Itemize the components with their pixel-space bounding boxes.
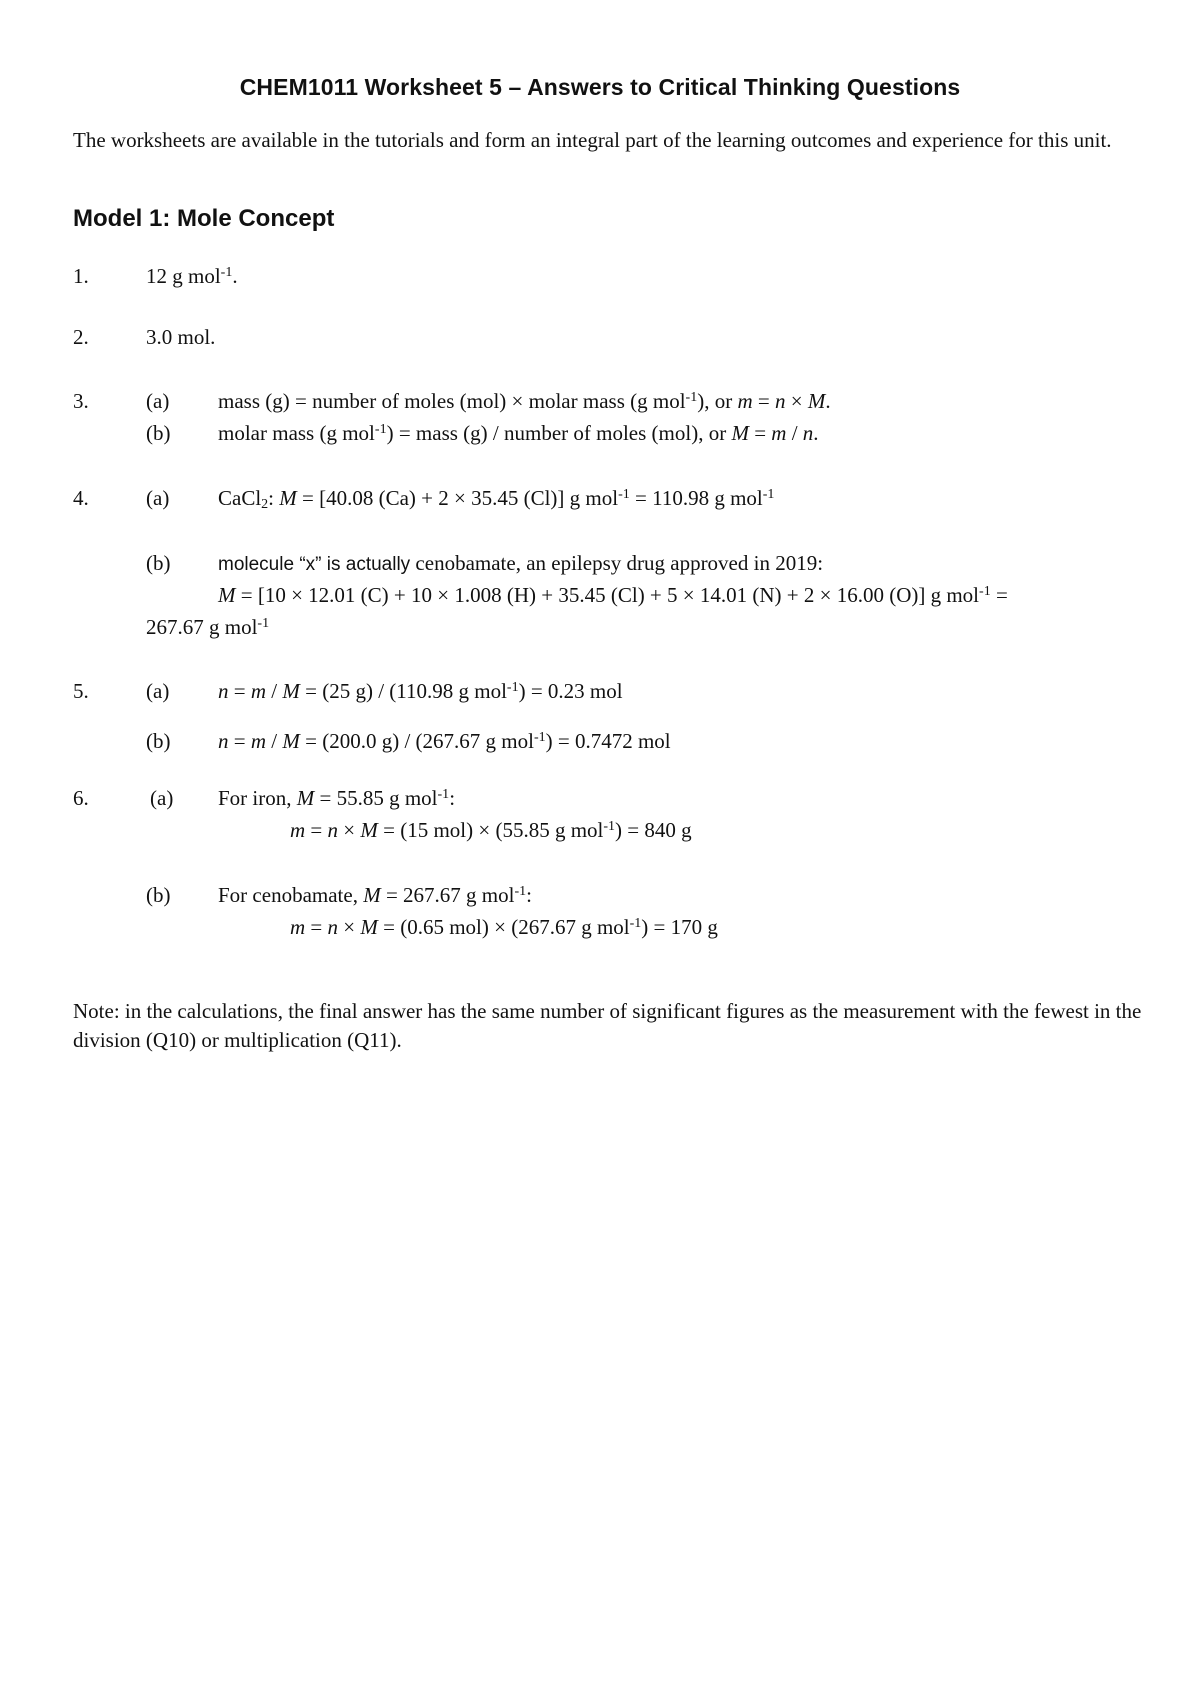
part-label: (b) [146,883,171,907]
answer-text: 12 g mol$^{-1}$. [146,264,238,288]
part-label: (b) [146,421,171,445]
part-label: (a) [146,389,170,413]
part-label: (b) [146,729,171,753]
answer-text: molar mass (g mol$^{-1}$) = mass (g) / number of moles (mol), or M = m / n. [218,421,819,445]
question-number: 2. [73,325,89,349]
part-label: (a) [146,679,170,703]
question-number: 6. [73,786,89,810]
answer-text: molecule “x” is actually cenobamate, an epilepsy drug approved in 2019: [218,551,824,575]
question-number: 3. [73,389,89,413]
answer-text: For cenobamate, M = 267.67 g mol$^{-1}$: [218,883,532,907]
note-paragraph: Note: in the calculations, the final answer has the same number of significant figures as the measurement with the fewest in the division (Q10) or multiplication (Q11). [73,999,1142,1052]
answer-text: 3.0 mol. [146,325,216,349]
answer-text: M = [10 × 12.01 (C) + 10 × 1.008 (H) + 35.45 (Cl) + 5 × 14.01 (N) + 2 × 16.00 (O)] g mol$^{-1}$ = [218,583,1008,607]
answer-text: m = n × M = (15 mol) × (55.85 g mol$^{-1}$) = 840 g [290,818,692,842]
answer-text: n = m / M = (25 g) / (110.98 g mol$^{-1}$) = 0.23 mol [218,679,623,703]
answer-text: CaCl$_2$: M = [40.08 (Ca) + 2 × 35.45 (Cl)] g mol$^{-1}$ = 110.98 g mol$^{-1}$ [218,486,775,512]
answer-text: For iron, M = 55.85 g mol$^{-1}$: [218,786,456,810]
page-title: CHEM1011 Worksheet 5 – Answers to Critical Thinking Questions [239,74,961,100]
answer-text: m = n × M = (0.65 mol) × (267.67 g mol$^{-1}$) = 170 g [290,915,718,939]
part-label: (b) [146,551,171,575]
part-label: (a) [146,486,170,510]
question-number: 5. [73,679,89,703]
answer-text: 267.67 g mol$^{-1}$ [146,615,270,639]
answer-text: mass (g) = number of moles (mol) × molar mass (g mol$^{-1}$), or m = n × M. [218,389,831,413]
intro-paragraph: The worksheets are available in the tutorials and form an integral part of the learning outcomes and experience for this unit. [73,128,1112,152]
section-heading: Model 1: Mole Concept [73,205,335,232]
answer-text: n = m / M = (200.0 g) / (267.67 g mol$^{-1}$) = 0.7472 mol [218,729,671,753]
part-label: (a) [150,786,174,810]
question-number: 4. [73,486,89,510]
question-number: 1. [73,264,89,288]
